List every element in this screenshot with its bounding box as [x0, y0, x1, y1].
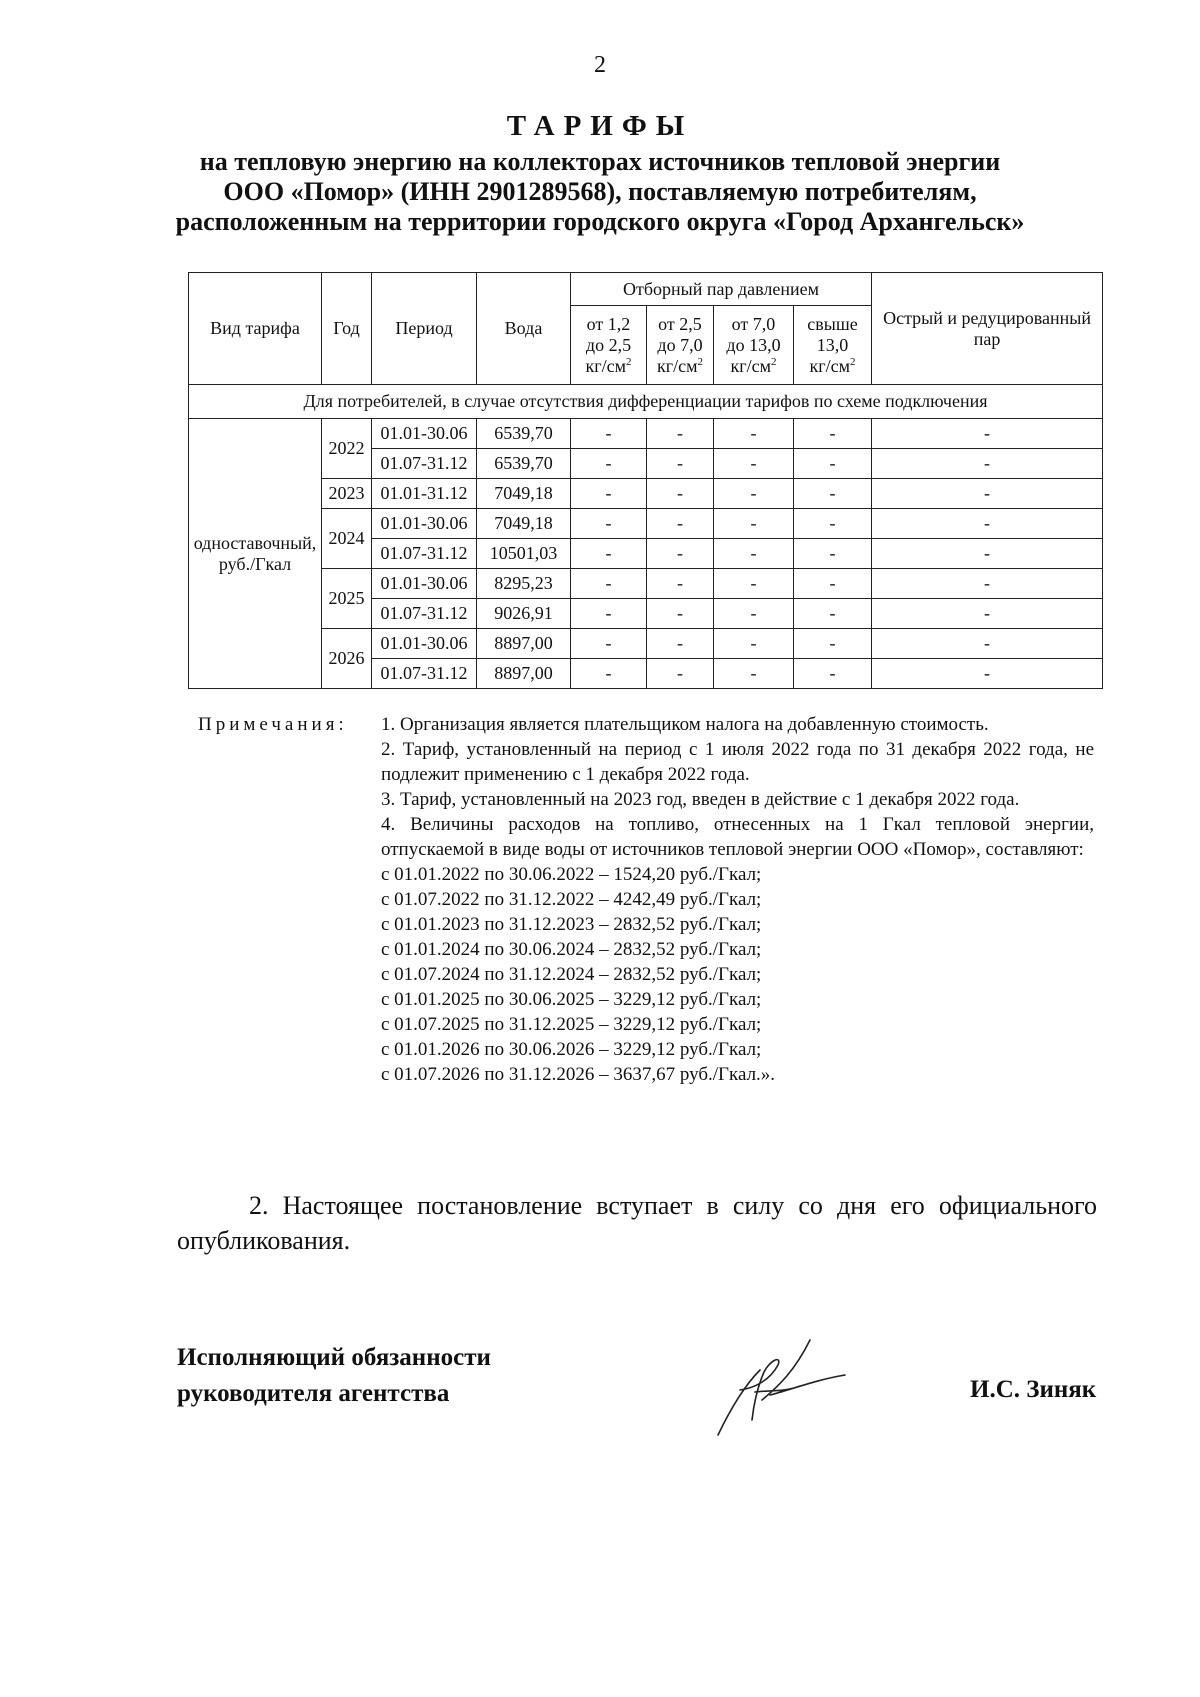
steam-cell: -: [571, 599, 647, 629]
steam-cell: -: [714, 479, 794, 509]
steam-cell: -: [647, 659, 714, 689]
steam-cell: -: [714, 599, 794, 629]
steam-cell: -: [571, 659, 647, 689]
sharp-steam-cell: -: [872, 419, 1103, 449]
steam-col-to: до 2,5: [585, 334, 632, 355]
table-row: [189, 569, 1103, 599]
steam-cell: -: [571, 419, 647, 449]
steam-col-from: свыше: [807, 313, 858, 334]
water-cell: 8295,23: [477, 569, 571, 599]
header-steam-col: [794, 306, 872, 385]
header-tariff-type: Вид тарифа: [189, 273, 322, 385]
notes-body: [381, 712, 1094, 1087]
subtitle-line: расположенным на территории городского округа «Город Архангельск»: [175, 207, 1025, 236]
steam-col-to: до 13,0: [726, 334, 781, 355]
handwritten-signature: [700, 1330, 850, 1440]
signatory-title-line: руководителя агентства: [177, 1380, 450, 1407]
fuel-cost-line: с 01.01.2023 по 31.12.2023 – 2832,52 руб./Гкал;: [381, 914, 762, 935]
sharp-steam-cell: -: [872, 659, 1103, 689]
period-cell: 01.01-30.06: [372, 629, 477, 659]
year-cell: 2024: [322, 509, 372, 569]
steam-cell: -: [571, 539, 647, 569]
steam-cell: -: [647, 479, 714, 509]
steam-cell: -: [714, 449, 794, 479]
signatory-name: И.С. Зиняк: [970, 1376, 1097, 1403]
steam-cell: -: [571, 449, 647, 479]
steam-cell: -: [794, 509, 872, 539]
fuel-cost-line: с 01.01.2022 по 30.06.2022 – 1524,20 руб./Гкал;: [381, 864, 762, 885]
steam-cell: -: [647, 599, 714, 629]
tariffs-table: [188, 272, 1103, 689]
steam-cell: -: [714, 539, 794, 569]
steam-cell: -: [714, 509, 794, 539]
water-cell: 9026,91: [477, 599, 571, 629]
steam-col-unit: кг/см: [730, 355, 771, 376]
fuel-cost-line: с 01.01.2024 по 30.06.2024 – 2832,52 руб./Гкал;: [381, 939, 762, 960]
steam-col-from: от 7,0: [731, 313, 776, 334]
period-cell: 01.01-30.06: [372, 419, 477, 449]
steam-col-unit: кг/см: [656, 355, 698, 376]
header-sharp-steam: Острый и редуцированный пар: [872, 273, 1103, 385]
steam-cell: -: [794, 569, 872, 599]
steam-col-to: 13,0: [816, 334, 849, 355]
document-subtitle: [100, 147, 1100, 237]
note-item: 4. Величины расходов на топливо, отнесенных на 1 Гкал тепловой энергии, отпускаемой в виде воды от источников тепловой энергии ООО «Помор», составляют:: [381, 814, 1094, 860]
year-cell: 2022: [322, 419, 372, 479]
steam-cell: -: [647, 569, 714, 599]
steam-col-unit: кг/см: [585, 355, 626, 376]
steam-col-unit: кг/см: [809, 355, 851, 376]
steam-cell: -: [794, 599, 872, 629]
water-cell: 6539,70: [477, 449, 571, 479]
table-note-row: Для потребителей, в случае отсутствия дифференциации тарифов по схеме подключения: [189, 385, 1103, 419]
fuel-cost-line: с 01.07.2026 по 31.12.2026 – 3637,67 руб./Гкал.».: [381, 1064, 776, 1085]
steam-cell: -: [794, 449, 872, 479]
steam-cell: -: [714, 419, 794, 449]
steam-cell: -: [571, 509, 647, 539]
steam-cell: -: [794, 419, 872, 449]
table-row: [189, 629, 1103, 659]
steam-cell: -: [794, 659, 872, 689]
steam-col-from: от 2,5: [658, 313, 702, 334]
header-year: Год: [322, 273, 372, 385]
fuel-cost-line: с 01.07.2022 по 31.12.2022 – 4242,49 руб./Гкал;: [381, 889, 762, 910]
steam-cell: -: [714, 629, 794, 659]
header-steam-col: [571, 306, 647, 385]
sharp-steam-cell: -: [872, 449, 1103, 479]
period-cell: 01.01-31.12: [372, 479, 477, 509]
page-number: 2: [594, 52, 606, 78]
unit-exponent: 2: [771, 355, 777, 368]
table-row: [189, 419, 1103, 449]
sharp-steam-cell: -: [872, 509, 1103, 539]
steam-cell: -: [714, 659, 794, 689]
note-item: 3. Тариф, установленный на 2023 год, введен в действие с 1 декабря 2022 года.: [381, 789, 1020, 810]
sharp-steam-cell: -: [872, 539, 1103, 569]
steam-cell: -: [647, 539, 714, 569]
period-cell: 01.07-31.12: [372, 599, 477, 629]
fuel-cost-line: с 01.01.2026 по 30.06.2026 – 3229,12 руб./Гкал;: [381, 1039, 762, 1060]
unit-exponent: 2: [850, 355, 856, 368]
table-row: [189, 479, 1103, 509]
notes-label: Примечания:: [198, 714, 348, 735]
period-cell: 01.01-30.06: [372, 509, 477, 539]
subtitle-line: ООО «Помор» (ИНН 2901289568), поставляемую потребителям,: [223, 177, 977, 206]
sharp-steam-cell: -: [872, 569, 1103, 599]
header-period: Период: [372, 273, 477, 385]
steam-cell: -: [647, 419, 714, 449]
water-cell: 10501,03: [477, 539, 571, 569]
table-row: [189, 509, 1103, 539]
signatory-title: [177, 1340, 491, 1412]
sharp-steam-cell: -: [872, 599, 1103, 629]
steam-col-from: от 1,2: [586, 313, 631, 334]
document-title: ТАРИФЫ: [506, 110, 694, 142]
period-cell: 01.07-31.12: [372, 539, 477, 569]
steam-cell: -: [794, 629, 872, 659]
subtitle-line: на тепловую энергию на коллекторах источников тепловой энергии: [199, 147, 1001, 176]
water-cell: 7049,18: [477, 479, 571, 509]
steam-col-to: до 7,0: [657, 334, 703, 355]
tariff-label: одноставочный, руб./Гкал: [189, 419, 322, 689]
effective-clause-text: 2. Настоящее постановление вступает в силу со дня его официального опубликования.: [177, 1191, 1097, 1255]
unit-exponent: 2: [697, 355, 703, 368]
year-cell: 2025: [322, 569, 372, 629]
steam-cell: -: [647, 449, 714, 479]
period-cell: 01.07-31.12: [372, 659, 477, 689]
fuel-cost-line: с 01.07.2025 по 31.12.2025 – 3229,12 руб./Гкал;: [381, 1014, 762, 1035]
water-cell: 6539,70: [477, 419, 571, 449]
water-cell: 7049,18: [477, 509, 571, 539]
water-cell: 8897,00: [477, 659, 571, 689]
sharp-steam-cell: -: [872, 629, 1103, 659]
header-selected-steam: Отборный пар давлением: [571, 273, 872, 306]
steam-cell: -: [647, 509, 714, 539]
note-item: 1. Организация является плательщиком налога на добавленную стоимость.: [381, 714, 989, 735]
header-steam-col: [647, 306, 714, 385]
fuel-cost-line: с 01.07.2024 по 31.12.2024 – 2832,52 руб./Гкал;: [381, 964, 762, 985]
period-cell: 01.01-30.06: [372, 569, 477, 599]
steam-cell: -: [571, 569, 647, 599]
header-steam-col: [714, 306, 794, 385]
year-cell: 2023: [322, 479, 372, 509]
year-cell: 2026: [322, 629, 372, 689]
steam-cell: -: [794, 479, 872, 509]
header-water: Вода: [477, 273, 571, 385]
steam-cell: -: [794, 539, 872, 569]
steam-cell: -: [647, 629, 714, 659]
fuel-cost-line: с 01.01.2025 по 30.06.2025 – 3229,12 руб./Гкал;: [381, 989, 762, 1010]
sharp-steam-cell: -: [872, 479, 1103, 509]
water-cell: 8897,00: [477, 629, 571, 659]
note-item: 2. Тариф, установленный на период с 1 июля 2022 года по 31 декабря 2022 года, не подлежит применению с 1 декабря 2022 года.: [381, 739, 1094, 785]
period-cell: 01.07-31.12: [372, 449, 477, 479]
unit-exponent: 2: [626, 355, 632, 368]
steam-cell: -: [714, 569, 794, 599]
signatory-title-line: Исполняющий обязанности: [177, 1344, 491, 1371]
steam-cell: -: [571, 629, 647, 659]
effective-clause: [177, 1188, 1097, 1258]
steam-cell: -: [571, 479, 647, 509]
